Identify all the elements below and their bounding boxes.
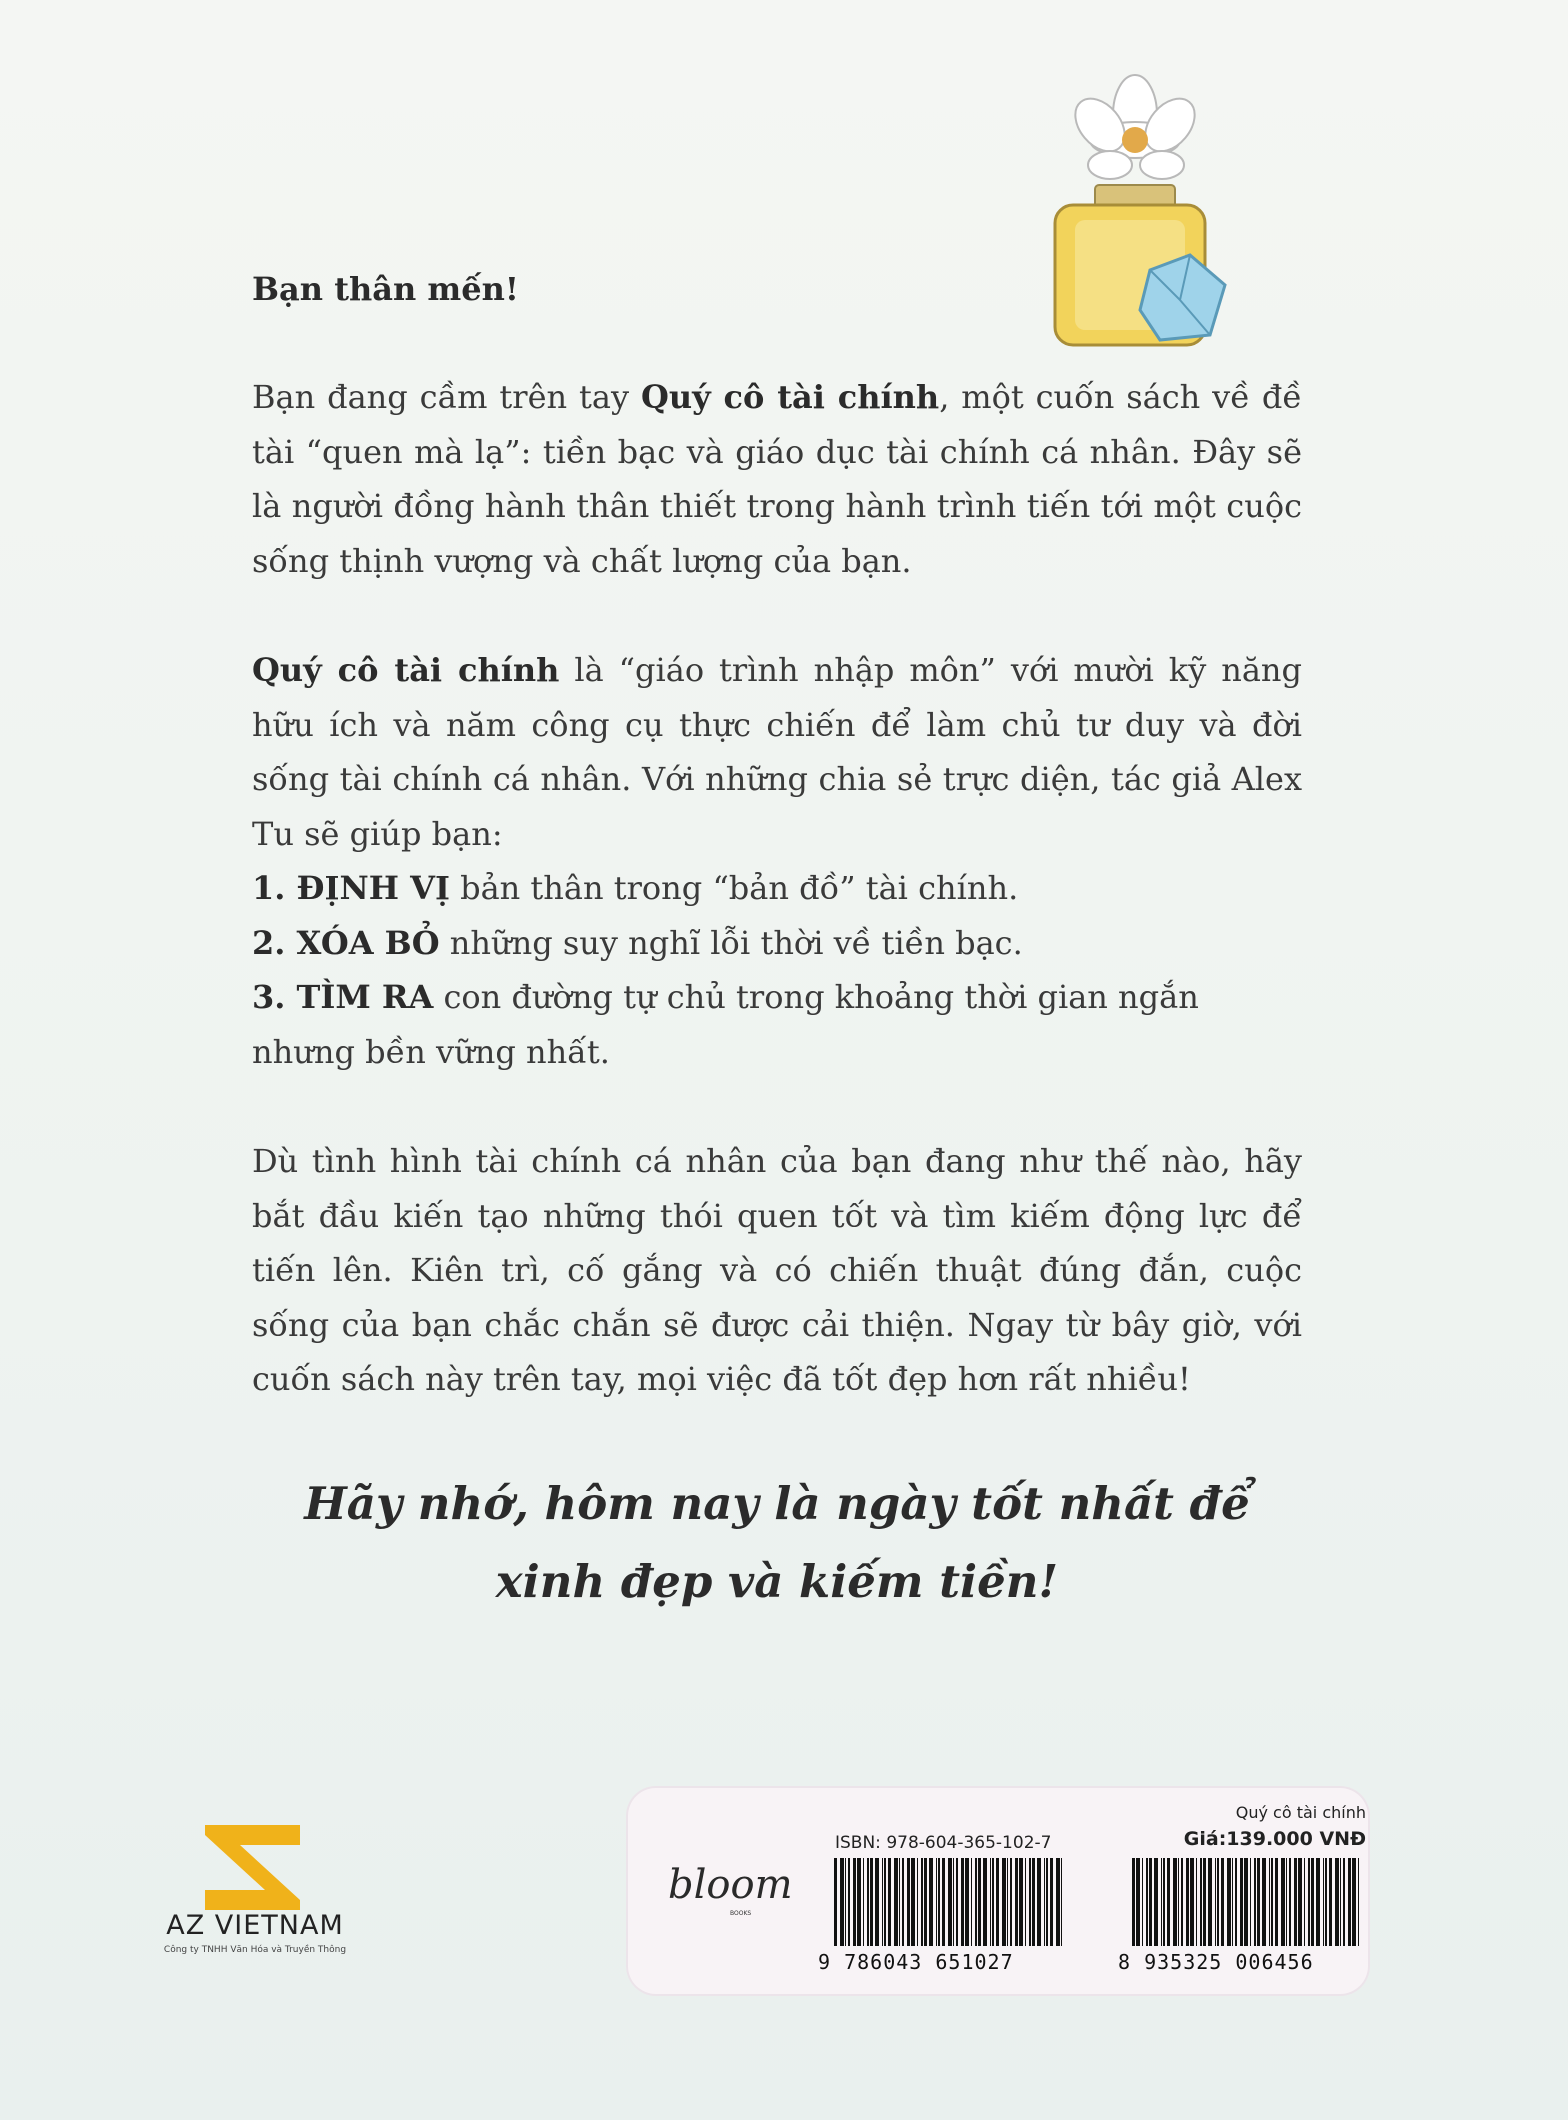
barcode-bar <box>907 1858 910 1946</box>
barcode-bar <box>1203 1858 1206 1946</box>
barcode-bar <box>1002 1858 1006 1946</box>
barcode-bar <box>888 1858 891 1946</box>
barcode-bar <box>1352 1858 1356 1946</box>
daisy-flower <box>1065 75 1204 179</box>
barcode-bar <box>1178 1858 1179 1946</box>
barcode-bar <box>870 1858 873 1946</box>
list-item-keyword: 3. TÌM RA <box>252 978 434 1016</box>
barcode-bar <box>1235 1858 1237 1946</box>
barcode-bar <box>1056 1858 1060 1946</box>
barcode-bar <box>938 1858 940 1946</box>
barcode-bar <box>1061 1858 1062 1946</box>
barcode-bar <box>1289 1858 1291 1946</box>
paragraph-text: Bạn đang cầm trên tay <box>252 378 641 416</box>
barcode-bar <box>1019 1858 1023 1946</box>
barcode-bar <box>867 1858 869 1946</box>
paragraph-intro <box>252 370 1302 588</box>
isbn: ISBN: 978-604-365-102-7 <box>835 1833 1052 1853</box>
list-item-text: bản thân trong “bản đồ” tài chính. <box>449 869 1019 907</box>
barcode-bar <box>882 1858 883 1946</box>
barcode-bar <box>1046 1858 1048 1946</box>
barcode-bar <box>1015 1858 1018 1946</box>
greeting: Bạn thân mến! <box>252 270 519 308</box>
barcode-bar <box>1232 1858 1233 1946</box>
list-item-keyword: 2. XÓA BỎ <box>252 923 440 962</box>
barcode-bar <box>1340 1858 1341 1946</box>
barcode-bar <box>1329 1858 1332 1946</box>
barcode-bar <box>1163 1858 1165 1946</box>
barcode-bar <box>1181 1858 1183 1946</box>
paragraph-text: là “giáo trình nhập môn” với mười kỹ năng hữu ích và năm công cụ thực chiến để làm chủ tư duy và đời sống tài chính cá nhân. Với những chia sẻ trực diện, tác giả Alex Tu sẽ giúp bạn: <box>252 651 1302 853</box>
barcode-bar <box>990 1858 991 1946</box>
barcode-bar <box>1275 1858 1278 1946</box>
barcode-bar <box>1304 1858 1305 1946</box>
barcode-bar <box>1173 1858 1177 1946</box>
sticker-title: Quý cô tài chính <box>1235 1803 1366 1822</box>
paragraph-text: , một cuốn sách về đề tài “quen mà lạ”: tiền bạc và giáo dục tài chính cá nhân. Đây sẽ là người đồng hành thân thiết trong hành trình tiến tới một cuộc sống thịnh vượng và chất lượng của bạn. <box>252 378 1303 580</box>
closing-quote <box>252 1465 1302 1621</box>
barcode-bar <box>1348 1858 1351 1946</box>
barcode-bar <box>1215 1858 1216 1946</box>
barcode-bar <box>929 1858 933 1946</box>
barcode-bar <box>1208 1858 1212 1946</box>
barcode-bar <box>1269 1858 1270 1946</box>
publisher-name: AZ VIETNAM <box>166 1910 344 1941</box>
barcode-bar <box>1044 1858 1045 1946</box>
barcode-bar <box>1032 1858 1035 1946</box>
barcode-bar <box>1217 1858 1219 1946</box>
barcode-bar <box>1316 1858 1320 1946</box>
barcode-bar <box>1221 1858 1224 1946</box>
barcode-bar <box>1308 1858 1310 1946</box>
barcode-bar <box>1335 1858 1339 1946</box>
barcode-bar <box>942 1858 945 1946</box>
barcode-bar <box>1200 1858 1202 1946</box>
book-title-bold: Quý cô tài chính <box>252 651 560 689</box>
barcode-bar <box>1136 1858 1140 1946</box>
perfume-bottle-icon <box>1040 70 1230 360</box>
barcode-bar <box>1250 1858 1251 1946</box>
barcode-bar <box>1132 1858 1135 1946</box>
list-item-text: con đường tự chủ trong khoảng thời gian ngắn nhưng bền vững nhất. <box>252 978 1199 1071</box>
isbn-barcode <box>834 1858 1064 1958</box>
barcode-bar <box>965 1858 969 1946</box>
barcode-bar <box>975 1858 977 1946</box>
paragraph-description <box>252 643 1302 861</box>
barcode-bar <box>911 1858 915 1946</box>
barcode-bar <box>1007 1858 1008 1946</box>
barcode-bar <box>1196 1858 1197 1946</box>
barcode-bar <box>1254 1858 1256 1946</box>
barcode-bar <box>1294 1858 1297 1946</box>
barcode-bar <box>917 1858 918 1946</box>
barcode-number: 8 935325 006456 <box>1118 1950 1314 1974</box>
barcode-number: 9 786043 651027 <box>818 1950 1014 1974</box>
barcode-bar <box>953 1858 954 1946</box>
barcode-bar <box>992 1858 994 1946</box>
barcode-bar <box>848 1858 850 1946</box>
list-item <box>252 970 1302 1079</box>
barcode-bar <box>1281 1858 1285 1946</box>
barcode-bar <box>1161 1858 1162 1946</box>
barcode-bar <box>1271 1858 1273 1946</box>
barcode-bar <box>956 1858 958 1946</box>
barcode-bar <box>1142 1858 1143 1946</box>
barcode-bar <box>1343 1858 1345 1946</box>
imprint-logo: bloom <box>668 1862 793 1908</box>
barcode-bar <box>1154 1858 1158 1946</box>
barcode-bar <box>1244 1858 1248 1946</box>
barcode-bar <box>921 1858 923 1946</box>
list-item-keyword: 1. ĐỊNH VỊ <box>252 869 450 907</box>
barcode-bar <box>1149 1858 1152 1946</box>
barcode-bar <box>1146 1858 1148 1946</box>
barcode-bar <box>1358 1858 1359 1946</box>
barcode-bar <box>936 1858 937 1946</box>
barcode-bar <box>845 1858 846 1946</box>
product-barcode <box>1132 1858 1362 1958</box>
barcode-bar <box>902 1858 904 1946</box>
barcode-bar <box>894 1858 898 1946</box>
barcode-bar <box>1186 1858 1189 1946</box>
barcode-bar <box>1311 1858 1314 1946</box>
barcode-bar <box>996 1858 999 1946</box>
barcode-bar <box>1010 1858 1012 1946</box>
barcode-bar <box>961 1858 964 1946</box>
quote-line: Hãy nhớ, hôm nay là ngày tốt nhất để <box>304 1477 1250 1530</box>
barcode-bar <box>1262 1858 1266 1946</box>
barcode-bar <box>857 1858 861 1946</box>
list-item <box>252 861 1302 916</box>
price: Giá:139.000 VNĐ <box>1183 1828 1366 1850</box>
benefit-list <box>252 861 1302 1079</box>
barcode-bar <box>899 1858 900 1946</box>
barcode-bar <box>1257 1858 1260 1946</box>
barcode-bar <box>853 1858 856 1946</box>
barcode-bar <box>875 1858 879 1946</box>
barcode-bar <box>1167 1858 1170 1946</box>
barcode-bar <box>840 1858 844 1946</box>
barcode-bar <box>863 1858 864 1946</box>
barcode-bar <box>1037 1858 1041 1946</box>
barcode-bar <box>924 1858 927 1946</box>
list-item <box>252 916 1302 971</box>
paragraph-encouragement: Dù tình hình tài chính cá nhân của bạn đang như thế nào, hãy bắt đầu kiến tạo những thói quen tốt và tìm kiếm động lực để tiến lên. Kiên trì, cố gắng và có chiến thuật đúng đắn, cuộc sống của bạn chắc chắn sẽ được cải thiện. Ngay từ bây giờ, với cuốn sách này trên tay, mọi việc đã tốt đẹp hơn rất nhiều! <box>252 1142 1302 1398</box>
barcode-bar <box>834 1858 837 1946</box>
barcode-bar <box>1025 1858 1026 1946</box>
imprint-sub: BOOKS <box>730 1910 752 1917</box>
list-item-text: những suy nghĩ lỗi thời về tiền bạc. <box>439 923 1023 962</box>
barcode-bar <box>948 1858 952 1946</box>
book-title-bold: Quý cô tài chính <box>640 378 940 416</box>
barcode-bar <box>1298 1858 1302 1946</box>
barcode-bar <box>1325 1858 1327 1946</box>
publisher-subtitle: Công ty TNHH Văn Hóa và Truyền Thông <box>163 1945 347 1955</box>
barcode-bar <box>1227 1858 1231 1946</box>
barcode-bar <box>971 1858 972 1946</box>
barcode-bar <box>1050 1858 1053 1946</box>
barcode-bar <box>978 1858 981 1946</box>
barcode-bar <box>1029 1858 1031 1946</box>
barcode-bar <box>1240 1858 1243 1946</box>
barcode-bar <box>1190 1858 1194 1946</box>
barcode-bar <box>983 1858 987 1946</box>
quote-line: xinh đẹp và kiếm tiền! <box>495 1555 1059 1608</box>
barcode-bar <box>1323 1858 1324 1946</box>
barcode-bar <box>1286 1858 1287 1946</box>
barcode-bar <box>884 1858 886 1946</box>
